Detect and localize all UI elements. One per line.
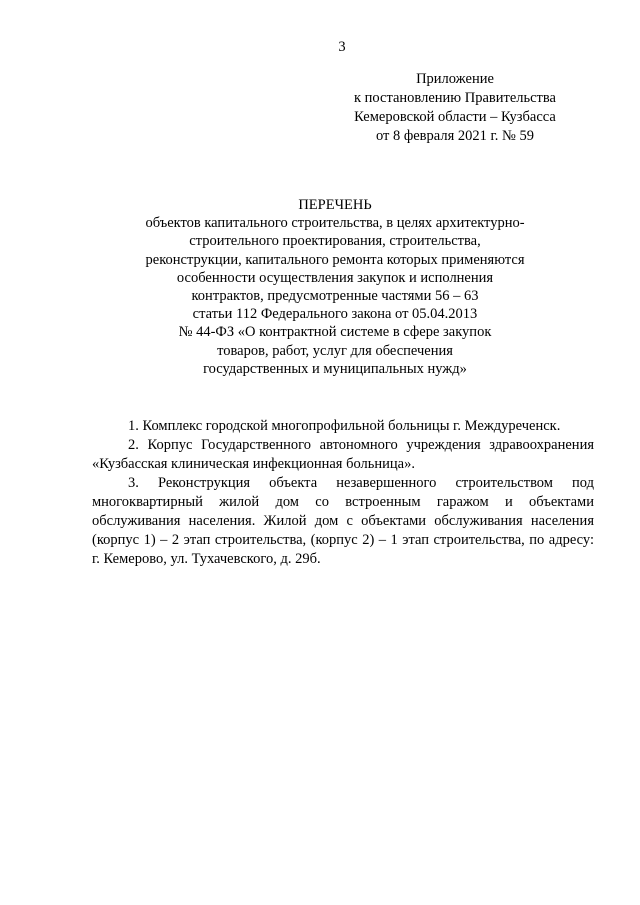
appendix-line: Приложение [416,71,494,87]
heading-line: строительного проектирования, строительства, [189,233,481,250]
heading-line: товаров, работ, услуг для обеспечения [217,342,453,359]
page-number: 3 [338,39,346,55]
heading-line: реконструкции, капитального ремонта которых применяются [145,251,525,268]
appendix-block [330,70,580,146]
appendix-line: Кемеровской области – Кузбасса [354,109,556,125]
list-item: 2. Корпус Государственного автономного учреждения здравоохранения «Кузбасская клиническая инфекционная больница». [92,437,594,472]
list-item: 3. Реконструкция объекта незавершенного строительством под многоквартирный жилой дом со встроенным гаражом и объектами обслуживания населения. Жилой дом с объектами обслуживания населения (корпус 1) – 2 этап строительства, (корпус 2) – 1 этап строительства, по адресу: г. Кемерово, ул. Тухачевского, д. 29б. [92,475,594,567]
object-list [92,417,594,569]
list-item: 1. Комплекс городской многопрофильной больницы г. Междуреченск. [128,418,561,434]
appendix-line: к постановлению Правительства [354,90,556,106]
heading-line: статьи 112 Федерального закона от 05.04.2013 [192,306,478,323]
heading-line: контрактов, предусмотренные частями 56 – 63 [191,288,479,305]
appendix-line: от 8 февраля 2021 г. № 59 [375,128,535,144]
heading-line: объектов капитального строительства, в целях архитектурно- [145,215,525,232]
document-heading [110,196,560,378]
heading-line: особенности осуществления закупок и исполнения [176,269,494,286]
heading-line: № 44-ФЗ «О контрактной системе в сфере закупок [178,324,492,341]
heading-line: государственных и муниципальных нужд» [203,360,467,377]
heading-title: ПЕРЕЧЕНЬ [298,197,372,213]
